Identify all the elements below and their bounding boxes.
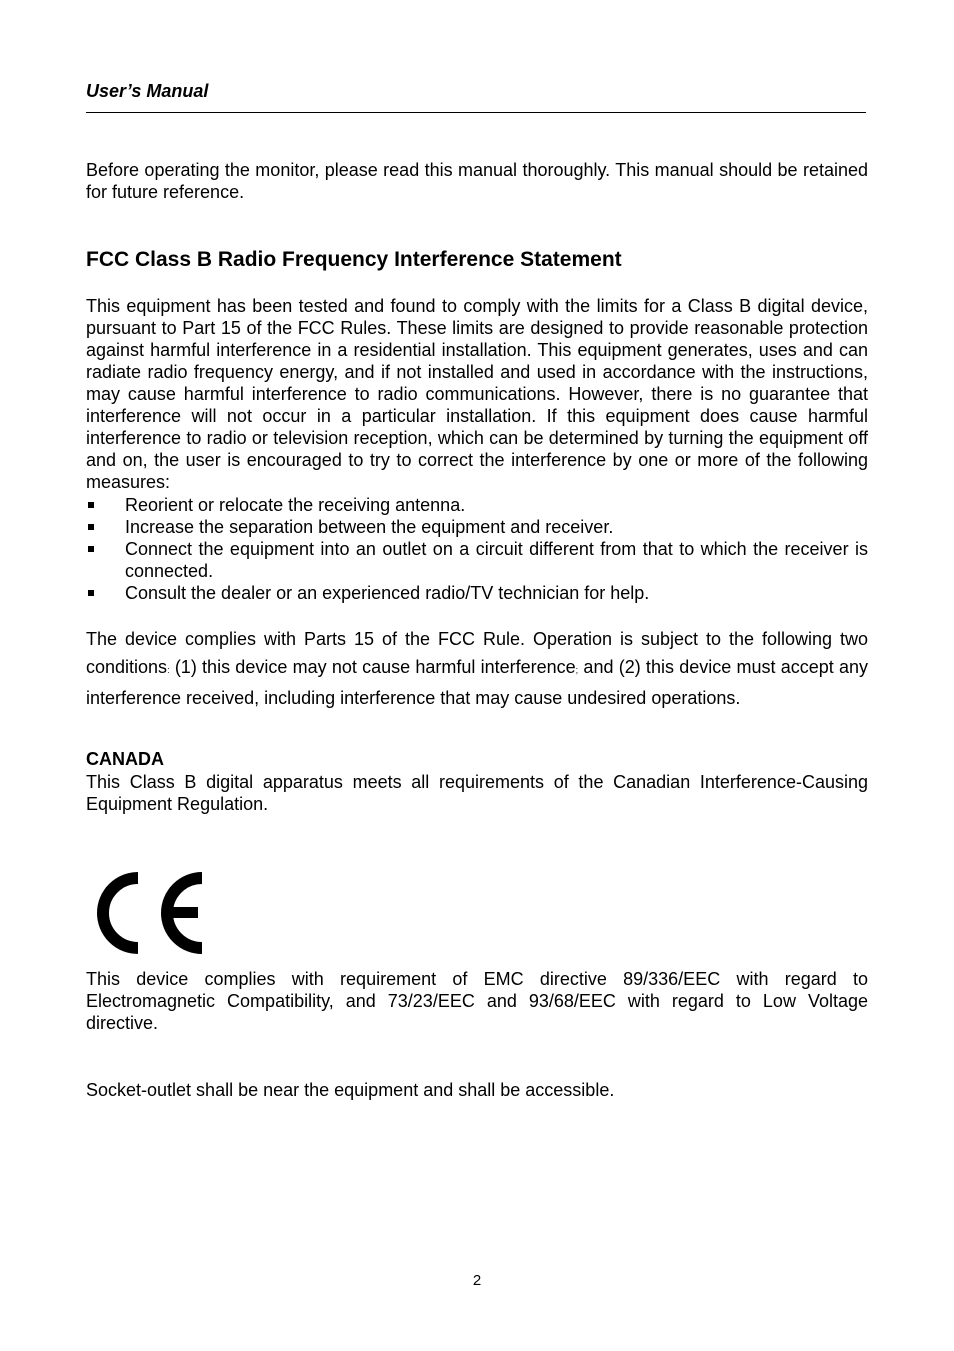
ce-mark-logo bbox=[92, 872, 206, 954]
ce-paragraph: This device complies with requirement of EMC directive 89/336/EEC with regard to Electromagnetic Compatibility, and 73/23/EEC and 93/68/EEC with regard to Low Voltage directive. bbox=[86, 969, 868, 1033]
fcc-measures-list bbox=[86, 494, 868, 604]
list-item bbox=[86, 538, 868, 582]
fcc-body-paragraph: This equipment has been tested and found to comply with the limits for a Class B digital device, pursuant to Part 15 of the FCC Rules. These limits are designed to provide reasonable protection against harmful interference in a residential installation. This equipment generates, uses and can radiate radio frequency energy, and if not installed and used in accordance with the instructions, may cause harmful interference to radio communications. However, there is no guarantee that interference will not occur in a particular installation. If this equipment does cause harmful interference to radio or television reception, which can be determined by turning the equipment off and on, the user is encouraged to try to correct the interference by one or more of the following measures: bbox=[86, 296, 868, 492]
fcc-conditions-paragraph bbox=[86, 625, 868, 712]
page-number: 2 bbox=[472, 1272, 482, 1289]
conditions-part3: and (2) this device must accept any interference received, including interference that may cause undesired operations. bbox=[86, 657, 868, 708]
measure-text: Consult the dealer or an experienced radio/TV technician for help. bbox=[125, 583, 650, 603]
socket-note: Socket-outlet shall be near the equipment and shall be accessible. bbox=[86, 1080, 615, 1100]
canada-paragraph: This Class B digital apparatus meets all requirements of the Canadian Interference-Causing Equipment Regulation. bbox=[86, 772, 868, 814]
intro-paragraph: Before operating the monitor, please read this manual thoroughly. This manual should be retained for future reference. bbox=[86, 160, 868, 202]
fcc-heading: FCC Class B Radio Frequency Interference Statement bbox=[86, 248, 622, 271]
header-title: User’s Manual bbox=[86, 81, 209, 101]
header-rule bbox=[86, 112, 866, 113]
list-item bbox=[86, 582, 868, 604]
measure-text: Increase the separation between the equipment and receiver. bbox=[125, 517, 614, 537]
square-bullet-icon bbox=[88, 590, 94, 596]
conditions-part2: (1) this device may not cause harmful interference bbox=[169, 657, 576, 677]
measure-text: Connect the equipment into an outlet on a circuit different from that to which the receiver is connected. bbox=[125, 539, 868, 581]
list-item bbox=[86, 494, 868, 516]
measure-text: Reorient or relocate the receiving antenna. bbox=[125, 495, 466, 515]
conditions-colon: : bbox=[167, 665, 170, 675]
conditions-semicolon: ; bbox=[575, 665, 579, 675]
conditions-part1: The device complies with Parts 15 of the FCC Rule. Operation is subject to the following two conditions bbox=[86, 629, 868, 677]
square-bullet-icon bbox=[88, 524, 94, 530]
square-bullet-icon bbox=[88, 502, 94, 508]
list-item bbox=[86, 516, 868, 538]
square-bullet-icon bbox=[88, 546, 94, 552]
canada-heading: CANADA bbox=[86, 749, 164, 769]
